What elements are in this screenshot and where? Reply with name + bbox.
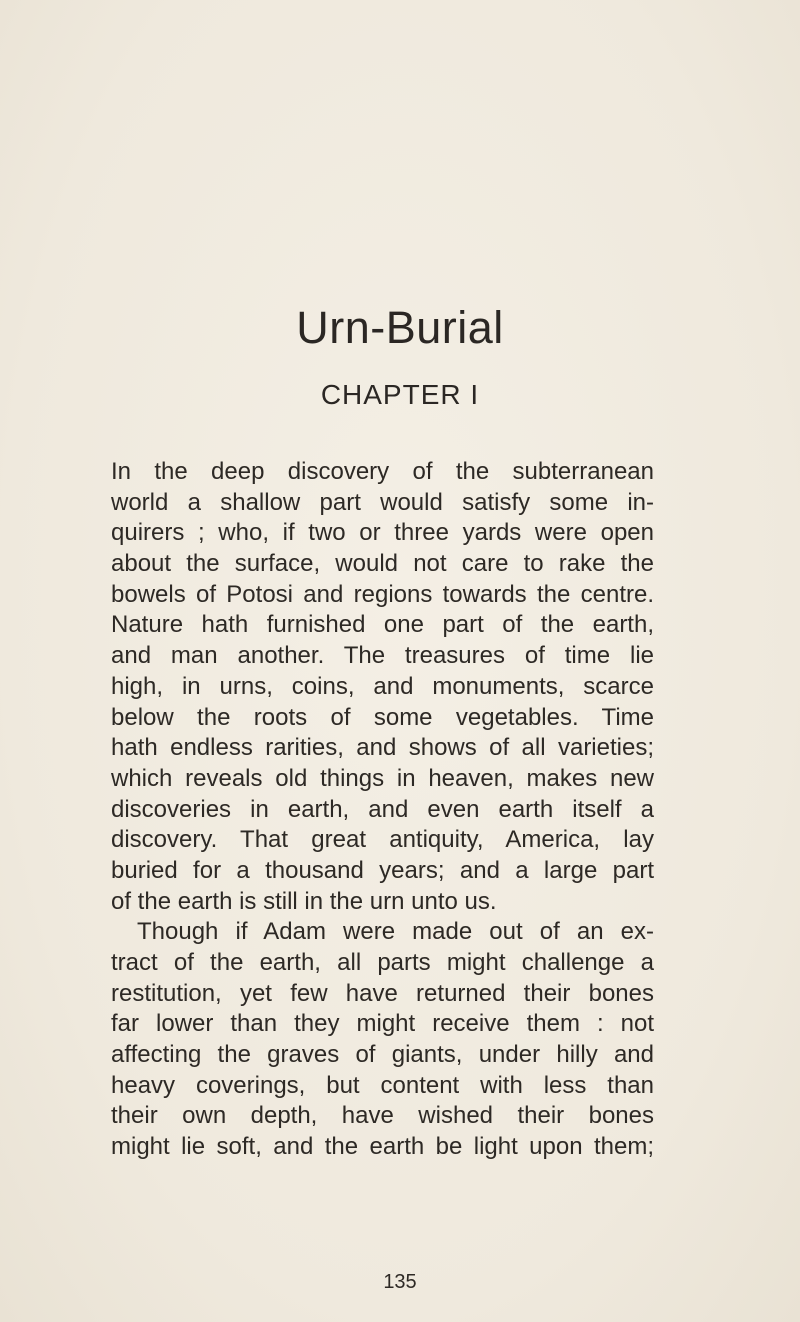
text-line: far lower than they might receive them : not bbox=[111, 1010, 654, 1038]
body-text bbox=[111, 457, 654, 1163]
text-line: below the roots of some vegetables. Time bbox=[111, 703, 654, 731]
text-line: restitution, yet few have returned their bones bbox=[111, 979, 654, 1007]
text-line: Though if Adam were made out of an ex- bbox=[137, 918, 654, 946]
text-line: world a shallow part would satisfy some in- bbox=[111, 488, 654, 516]
text-line: bowels of Potosi and regions towards the centre. bbox=[111, 580, 654, 608]
text-line: discovery. That great antiquity, America, lay bbox=[111, 826, 654, 854]
chapter-heading: CHAPTER I bbox=[320, 379, 480, 410]
page-title: Urn-Burial bbox=[296, 302, 504, 353]
text-line: high, in urns, coins, and monuments, scarce bbox=[111, 672, 654, 700]
text-line: and man another. The treasures of time lie bbox=[111, 642, 654, 670]
text-line: heavy coverings, but content with less than bbox=[111, 1071, 654, 1099]
text-line: hath endless rarities, and shows of all varieties; bbox=[111, 734, 654, 762]
text-line: of the earth is still in the urn unto us. bbox=[111, 887, 497, 915]
text-line: their own depth, have wished their bones bbox=[111, 1102, 654, 1130]
text-line: Nature hath furnished one part of the earth, bbox=[111, 611, 654, 639]
text-line: which reveals old things in heaven, makes new bbox=[111, 764, 654, 792]
text-line: In the deep discovery of the subterranean bbox=[111, 458, 654, 485]
text-line: buried for a thousand years; and a large part bbox=[111, 856, 654, 884]
text-line: tract of the earth, all parts might challenge a bbox=[111, 949, 654, 976]
page-number: 135 bbox=[383, 1271, 417, 1293]
text-line: quirers ; who, if two or three yards were open bbox=[111, 519, 654, 547]
text-line: might lie soft, and the earth be light upon them; bbox=[111, 1133, 654, 1161]
text-line: discoveries in earth, and even earth itself a bbox=[111, 795, 654, 823]
text-line: affecting the graves of giants, under hilly and bbox=[111, 1041, 654, 1069]
text-line: about the surface, would not care to rake the bbox=[111, 550, 654, 578]
